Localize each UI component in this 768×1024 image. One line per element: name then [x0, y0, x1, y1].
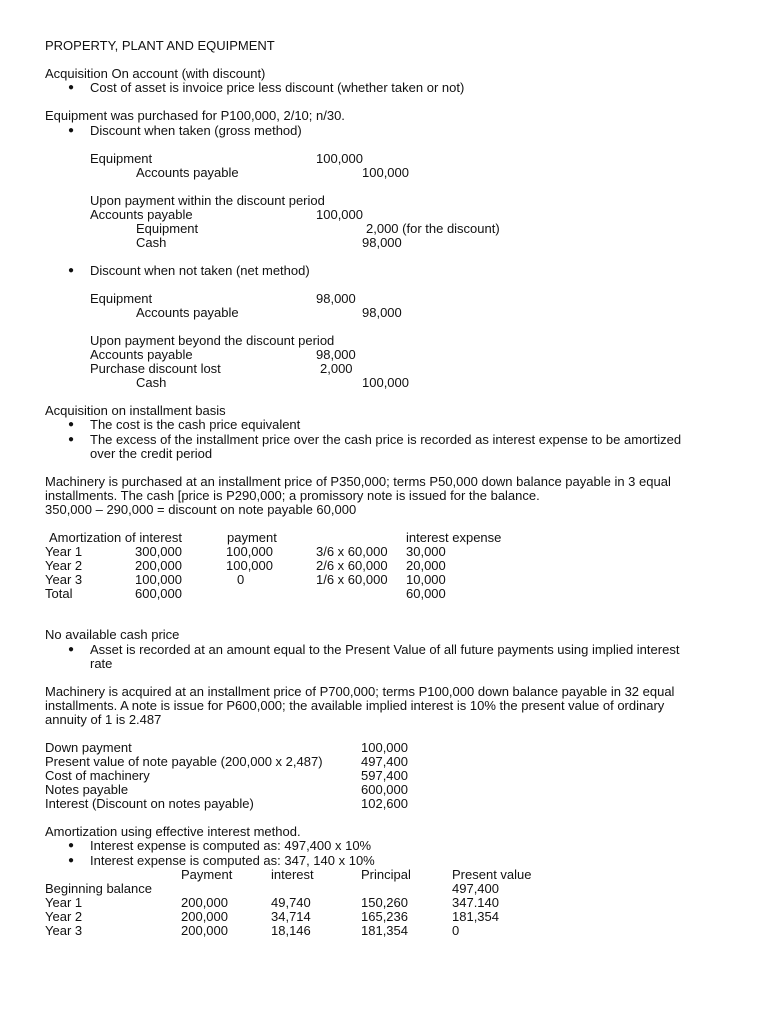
journal-account: Equipment	[90, 291, 153, 306]
paragraph-line: Machinery is purchased at an installment price of P350,000; terms P50,000 down balance payable in 3 equal	[45, 474, 671, 489]
journal-amount: 100,000	[316, 151, 363, 166]
computation-label: Interest (Discount on notes payable)	[45, 796, 254, 811]
table-cell: 200,000	[135, 558, 182, 573]
bullet-text: Discount when taken (gross method)	[90, 123, 302, 138]
bullet-text: over the credit period	[90, 446, 213, 461]
page-title: PROPERTY, PLANT AND EQUIPMENT	[45, 38, 275, 53]
table-cell: 181,354	[361, 923, 408, 938]
table-header: Payment	[181, 867, 233, 882]
table-header: Present value	[452, 867, 532, 882]
journal-amount: 2,000	[320, 361, 353, 376]
journal-amount: 98,000	[362, 305, 402, 320]
journal-amount: 98,000	[362, 235, 402, 250]
table-cell: 100,000	[135, 572, 182, 587]
journal-account: Equipment	[90, 151, 153, 166]
table-cell: Year 1	[45, 544, 83, 559]
paragraph-line: annuity of 1 is 2.487	[45, 712, 162, 727]
table-cell: 300,000	[135, 544, 182, 559]
bullet-text: Interest expense is computed as: 497,400 x 10%	[90, 838, 372, 853]
table-header: payment	[227, 530, 277, 545]
journal-amount: 98,000	[316, 291, 356, 306]
section-heading: Acquisition On account (with discount)	[45, 66, 266, 81]
table-cell: 600,000	[135, 586, 182, 601]
table-cell: 60,000	[406, 586, 446, 601]
paragraph-line: installments. A note is issue for P600,000; the available implied interest is 10% the present value of ordinary	[45, 698, 665, 713]
section-heading: Acquisition on installment basis	[45, 403, 226, 418]
paragraph-line: installments. The cash [price is P290,000; a promissory note is issued for the balance.	[45, 488, 540, 503]
table-cell: 10,000	[406, 572, 446, 587]
table-cell: 1/6 x 60,000	[316, 572, 388, 587]
table-cell: 497,400	[452, 881, 499, 896]
bullet-text: Cost of asset is invoice price less discount (whether taken or not)	[90, 80, 465, 95]
table-cell: 200,000	[181, 895, 228, 910]
table-cell: 200,000	[181, 909, 228, 924]
table-cell: Year 3	[45, 572, 83, 587]
journal-account: Cash	[136, 235, 167, 250]
computation-amount: 497,400	[361, 754, 408, 769]
bullet-text: The excess of the installment price over the cash price is recorded as interest expense to be amortized	[90, 432, 682, 447]
journal-account: Cash	[136, 375, 167, 390]
bullet-icon: ●	[68, 265, 75, 276]
table-cell: Year 2	[45, 558, 83, 573]
table-header: Principal	[361, 867, 411, 882]
table-header: Amortization of interest	[49, 530, 182, 545]
computation-label: Notes payable	[45, 782, 129, 797]
table-cell: 30,000	[406, 544, 446, 559]
journal-account: Accounts payable	[90, 207, 193, 222]
journal-account: Equipment	[136, 221, 199, 236]
table-cell: 100,000	[226, 558, 273, 573]
journal-account: Accounts payable	[136, 165, 239, 180]
bullet-icon: ●	[68, 82, 75, 93]
table-cell: 0	[452, 923, 460, 938]
journal-account: Accounts payable	[136, 305, 239, 320]
table-cell: 3/6 x 60,000	[316, 544, 388, 559]
bullet-icon: ●	[68, 840, 75, 851]
example-text: Equipment was purchased for P100,000, 2/10; n/30.	[45, 108, 345, 123]
journal-account: Purchase discount lost	[90, 361, 221, 376]
section-heading: No available cash price	[45, 627, 180, 642]
table-cell: 49,740	[271, 895, 311, 910]
bullet-icon: ●	[68, 125, 75, 136]
computation-amount: 100,000	[361, 740, 408, 755]
table-header: interest	[271, 867, 314, 882]
bullet-icon: ●	[68, 419, 75, 430]
journal-note: Upon payment beyond the discount period	[90, 333, 335, 348]
table-cell: 34,714	[271, 909, 311, 924]
journal-amount: 100,000	[362, 375, 409, 390]
table-cell: 200,000	[181, 923, 228, 938]
table-cell: 150,260	[361, 895, 408, 910]
table-cell: Year 2	[45, 909, 83, 924]
journal-account: Accounts payable	[90, 347, 193, 362]
bullet-text: The cost is the cash price equivalent	[90, 417, 301, 432]
bullet-text: Asset is recorded at an amount equal to the Present Value of all future payments using implied interest	[90, 642, 680, 657]
computation-label: Cost of machinery	[45, 768, 150, 783]
journal-amount: 98,000	[316, 347, 356, 362]
paragraph-line: 350,000 – 290,000 = discount on note payable 60,000	[45, 502, 357, 517]
computation-label: Down payment	[45, 740, 132, 755]
table-cell: Total	[45, 586, 73, 601]
journal-amount: 100,000	[362, 165, 409, 180]
computation-label: Present value of note payable (200,000 x 2,487)	[45, 754, 323, 769]
bullet-icon: ●	[68, 434, 75, 445]
table-cell: 100,000	[226, 544, 273, 559]
table-cell: 18,146	[271, 923, 311, 938]
table-cell: 0	[237, 572, 245, 587]
paragraph-line: Machinery is acquired at an installment price of P700,000; terms P100,000 down balance payable in 32 equal	[45, 684, 675, 699]
table-cell: Beginning balance	[45, 881, 152, 896]
bullet-text: Discount when not taken (net method)	[90, 263, 310, 278]
table-cell: 20,000	[406, 558, 446, 573]
bullet-icon: ●	[68, 855, 75, 866]
computation-amount: 597,400	[361, 768, 408, 783]
computation-amount: 102,600	[361, 796, 408, 811]
table-cell: 2/6 x 60,000	[316, 558, 388, 573]
bullet-icon: ●	[68, 644, 75, 655]
table-cell: 347.140	[452, 895, 499, 910]
table-cell: Year 1	[45, 895, 83, 910]
computation-amount: 600,000	[361, 782, 408, 797]
bullet-text: Interest expense is computed as: 347, 140 x 10%	[90, 853, 375, 868]
table-cell: Year 3	[45, 923, 83, 938]
bullet-text: rate	[90, 656, 113, 671]
table-cell: 165,236	[361, 909, 408, 924]
table-cell: 181,354	[452, 909, 499, 924]
journal-note: Upon payment within the discount period	[90, 193, 325, 208]
journal-amount: 2,000 (for the discount)	[366, 221, 500, 236]
table-header: interest expense	[406, 530, 502, 545]
section-heading: Amortization using effective interest method.	[45, 824, 301, 839]
journal-amount: 100,000	[316, 207, 363, 222]
